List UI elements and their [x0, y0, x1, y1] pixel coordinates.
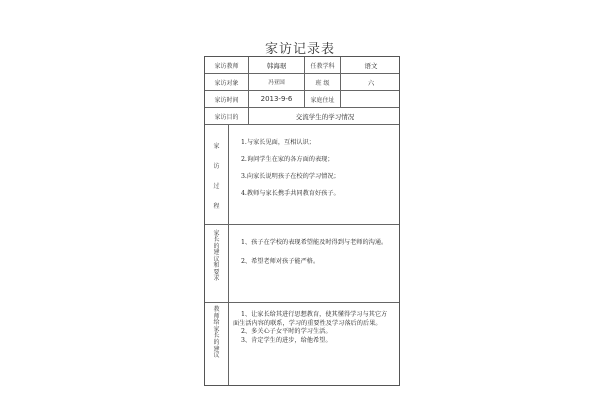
label-char: 议 [213, 352, 220, 360]
label-char: 的 [213, 242, 220, 250]
row-target [205, 74, 399, 91]
label-parent-suggestion [205, 225, 229, 302]
label-char: 和 [213, 262, 220, 270]
section-parent-suggestion [205, 225, 399, 303]
row-time [205, 91, 399, 108]
label-purpose: 家访目的 [205, 108, 249, 124]
teacher-suggestion-content [233, 311, 393, 346]
label-char: 程 [213, 203, 220, 210]
value-time: 2013-9-6 [249, 91, 305, 107]
label-char: 家 [213, 143, 220, 150]
label-time: 家访时间 [205, 91, 249, 107]
label-char: 教 [213, 306, 220, 313]
label-teacher: 家访教师 [205, 57, 249, 73]
list-item: 2.询问学生在家的各方面的表现； [241, 155, 334, 163]
list-item: 1、孩子在学校的表现希望能及时得到与老师的沟通。 [241, 239, 388, 246]
list-item: 1、让家长给其进行思想教育，使其懂得学习与其它方面生活内容的联系，学习的重要性及学习落后的后果。 [233, 311, 388, 327]
label-char: 长 [213, 332, 220, 340]
form-title: 家访记录表 [264, 42, 335, 57]
label-char: 过 [213, 183, 220, 190]
label-char: 求 [213, 275, 220, 283]
list-item: 4.教师与家长携手共同教育好孩子。 [241, 189, 340, 197]
list-item: 2、希望老师对孩子能严格。 [241, 257, 320, 265]
value-purpose: 交流学生的学习情况 [295, 112, 355, 121]
list-item: 2、多关心子女平时的学习生活。 [241, 328, 332, 336]
process-content [241, 139, 393, 199]
row-teacher [205, 57, 399, 74]
list-item: 3.向家长说明孩子在校的学习情况； [241, 172, 340, 180]
label-process [205, 125, 229, 224]
list-item: 1.与家长见面，互相认识； [241, 139, 315, 146]
label-char: 给 [213, 319, 220, 327]
label-subject: 任教学科 [305, 57, 341, 73]
value-teacher: 韩海琚 [249, 57, 305, 73]
record-form-table [204, 56, 400, 386]
value-subject: 语文 [364, 61, 378, 70]
label-char: 建 [213, 249, 220, 257]
label-target: 家访对象 [205, 74, 249, 90]
section-process [205, 125, 399, 225]
label-char: 长 [213, 236, 220, 244]
label-char: 的 [213, 338, 220, 346]
parent-suggestion-content [233, 239, 393, 267]
label-char: 家 [213, 325, 220, 333]
label-address: 家庭住址 [305, 91, 341, 107]
label-char: 要 [213, 268, 220, 276]
label-char: 议 [213, 255, 220, 263]
label-class: 班 级 [305, 74, 341, 90]
value-class: 六 [367, 78, 375, 87]
label-char: 访 [213, 163, 220, 170]
list-item: 3、肯定学生的进步，给他希望。 [241, 337, 332, 345]
row-purpose [205, 108, 399, 125]
value-target: 冯亚国 [249, 74, 305, 90]
label-teacher-suggestion [205, 303, 229, 385]
label-char: 家 [213, 230, 220, 237]
section-teacher-suggestion [205, 303, 399, 385]
value-address [341, 91, 401, 107]
label-char: 师 [213, 312, 220, 320]
label-char: 建 [213, 345, 220, 353]
